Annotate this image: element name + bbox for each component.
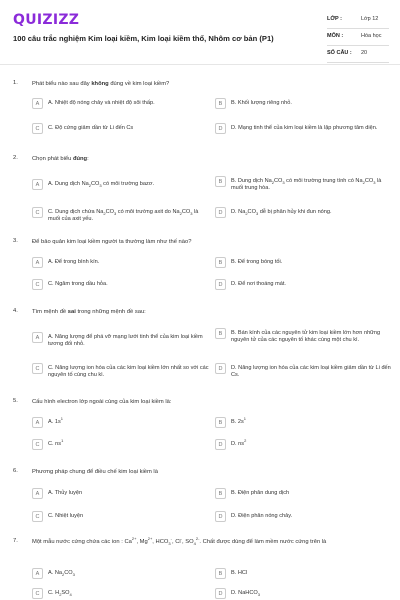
- option-key: D: [215, 279, 226, 290]
- option-text: A. Dung dịch $Na_2CO_3$ có môi trường bazơ.: [48, 180, 155, 188]
- option-text: B. HCl: [231, 569, 248, 576]
- option-text: D. NaHCO$_3$: [231, 589, 260, 597]
- meta-row-subject: [327, 29, 389, 46]
- option-text: D. Để nơi thoáng mát.: [231, 280, 286, 287]
- option-text: D. Mạng tinh thể của kim loại kiềm là lập phương tâm diện.: [231, 124, 378, 131]
- question-1: [0, 80, 400, 150]
- meta-key: SỐ CÂU :: [327, 50, 352, 56]
- option-text: C. Năng lượng ion hóa của các kim loại kiềm lớn nhất so với các nguyên tố cùng chu kì.: [48, 364, 209, 378]
- question-6: [0, 468, 400, 528]
- page-header: [0, 0, 400, 66]
- option-key: C: [32, 207, 43, 218]
- question-3: [0, 238, 400, 298]
- option-text: C. Ngâm trong dầu hỏa.: [48, 280, 108, 287]
- option-text: B. Khối lượng riêng nhỏ.: [231, 99, 292, 106]
- option-key: B: [215, 98, 226, 109]
- option-text: A. $1s^1$: [48, 415, 63, 425]
- option-key: D: [215, 123, 226, 134]
- option-key: A: [32, 488, 43, 499]
- option-text: A. $Na_2CO_3$: [48, 569, 75, 577]
- meta-row-question-count: [327, 46, 389, 63]
- question-text: Phát biểu nào sau đây không đúng về kim loại kiềm?: [32, 81, 170, 87]
- option-text: D. Điện phân nóng chảy.: [231, 512, 293, 519]
- question-number: 5.: [13, 398, 18, 404]
- quizizz-logo: QUIZIZZ: [13, 12, 80, 28]
- option-text: A. Năng lượng để phá vỡ mạng lưới tinh thể của kim loại kiềm tương đối nhỏ.: [48, 333, 203, 347]
- option-key: B: [215, 328, 226, 339]
- option-text: C. Dung dịch chứa $Na_2CO_3$ có môi trường axit do $Na_2CO_3$ là muối của axit yếu.: [48, 208, 199, 222]
- option-text: B. Dung dịch $Na_2CO_3$ có môi trường trung tính có $Na_2CO_3$ là muối trung hòa.: [231, 177, 382, 191]
- option-text: D. $ns^2$: [231, 437, 247, 447]
- meta-table: [327, 12, 389, 63]
- option-key: C: [32, 511, 43, 522]
- option-text: A. Để trong bình kín.: [48, 258, 100, 265]
- meta-value: Hóa học: [361, 33, 382, 39]
- option-key: B: [215, 568, 226, 579]
- option-key: A: [32, 179, 43, 190]
- option-key: C: [32, 363, 43, 374]
- option-text: D. Năng lượng ion hóa của các kim loại kiềm giảm dần từ Li đến Cs.: [231, 364, 391, 378]
- option-key: C: [32, 588, 43, 599]
- option-text: C. Độ cứng giảm dần từ Li đến Cs: [48, 124, 134, 131]
- question-7: [0, 538, 400, 600]
- question-2: [0, 155, 400, 230]
- option-key: C: [32, 439, 43, 450]
- option-text: B. Điện phân dung dịch: [231, 489, 290, 496]
- question-text: Tìm mệnh đề sai trong những mệnh đề sau:: [32, 309, 146, 315]
- option-key: D: [215, 511, 226, 522]
- option-key: D: [215, 588, 226, 599]
- option-key: D: [215, 207, 226, 218]
- option-key: B: [215, 488, 226, 499]
- option-key: A: [32, 417, 43, 428]
- question-text: Để bảo quản kim loại kiềm người ta thường làm như thế nào?: [32, 239, 192, 245]
- option-key: B: [215, 176, 226, 187]
- question-4: [0, 308, 400, 388]
- question-number: 1.: [13, 80, 18, 86]
- option-key: D: [215, 439, 226, 450]
- option-key: A: [32, 257, 43, 268]
- option-text: C. Nhiệt luyện: [48, 512, 84, 519]
- question-5: [0, 398, 400, 458]
- option-key: A: [32, 332, 43, 343]
- meta-value: 20: [361, 50, 368, 56]
- option-text: C. $ns^1$: [48, 437, 64, 447]
- option-key: D: [215, 363, 226, 374]
- question-text: Một mẫu nước cứng chứa các ion : $Ca^{2+}$, $Mg^{2+}$, $HCO_3^-$, Cl-, $SO_4^{2-}$. Chất được dùng để làm mềm nước cứng trên là: [32, 536, 327, 547]
- option-text: B. $2s^1$: [231, 415, 246, 425]
- option-text: D. $Na_2CO_3$ dễ bị phân hủy khi đun nóng.: [231, 208, 332, 216]
- option-key: A: [32, 98, 43, 109]
- question-text: Cấu hình electron lớp ngoài cùng của kim loại kiềm là:: [32, 399, 172, 405]
- meta-row-class: [327, 12, 389, 29]
- option-key: B: [215, 417, 226, 428]
- option-key: C: [32, 123, 43, 134]
- option-text: C. $H_2SO_4$: [48, 589, 72, 597]
- question-text: Chọn phát biểu đúng:: [32, 156, 89, 162]
- meta-key: LỚP :: [327, 16, 342, 22]
- question-number: 3.: [13, 238, 18, 244]
- meta-key: MÔN :: [327, 33, 344, 39]
- question-number: 2.: [13, 155, 18, 161]
- meta-value: Lớp 12: [361, 16, 379, 22]
- option-text: A. Thủy luyện: [48, 489, 83, 496]
- question-number: 4.: [13, 308, 18, 314]
- option-key: C: [32, 279, 43, 290]
- question-number: 6.: [13, 468, 18, 474]
- option-text: B. Bán kính của các nguyên tử kim loại kiềm lớn hơn những nguyên tử của các nguyên tố khác cùng một chu kì.: [231, 329, 381, 343]
- option-key: B: [215, 257, 226, 268]
- option-text: B. Để trong bóng tối.: [231, 258, 283, 265]
- option-key: A: [32, 568, 43, 579]
- header-divider: [0, 64, 400, 65]
- document-title: 100 câu trắc nghiệm Kim loại kiềm, Kim loại kiềm thổ, Nhôm cơ bản (P1): [13, 34, 274, 43]
- question-text: Phương pháp chung để điều chế kim loại kiềm là: [32, 469, 158, 475]
- question-number: 7.: [13, 538, 18, 544]
- option-text: A. Nhiệt độ nóng chảy và nhiệt độ sôi thấp.: [48, 99, 155, 106]
